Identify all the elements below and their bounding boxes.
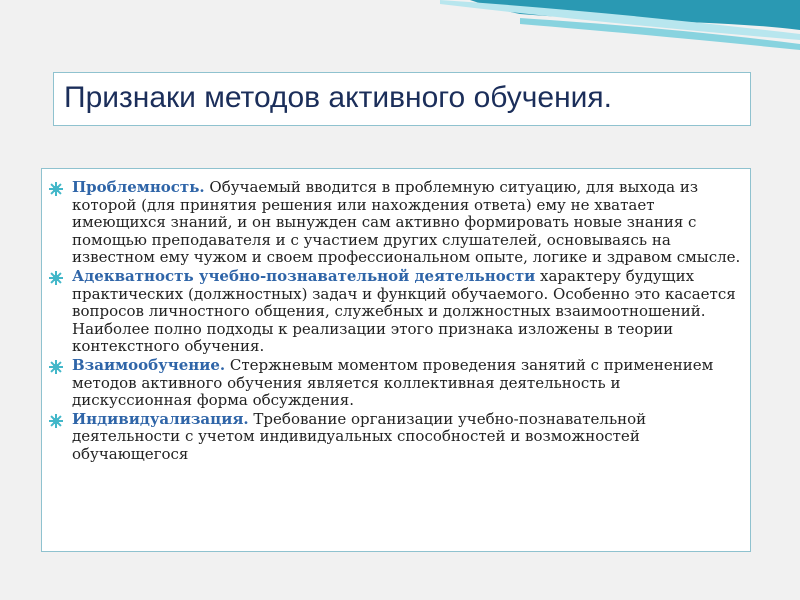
list-item (42, 357, 742, 410)
item-term: Индивидуализация. (72, 409, 249, 428)
list-item (42, 411, 742, 464)
item-term: Адекватность учебно-познавательной деятельности (72, 266, 536, 285)
bullet-icon (49, 271, 63, 285)
slide-title: Признаки методов активного обучения. (64, 81, 612, 114)
list-item (42, 179, 742, 267)
content-box (41, 168, 751, 552)
bullet-icon (49, 360, 63, 374)
item-text: Стержневым моментом проведения занятий с применением методов активного обучения является коллективная деятельность и дискуссионная форма обсуждения. (72, 355, 714, 410)
item-term: Проблемность. (72, 178, 205, 196)
item-text: Требование организации учебно-познавательной деятельности с учетом индивидуальных способностей и возможностей обучающегося (72, 409, 647, 463)
item-text: характеру будущих практических (должностных) задач и функций обучаемого. Особенно это касается вопросов личностного общения, служебных и должностных взаимоотношений. Наиболее полно подходы к реализации этого признака изложены в теории контекстного обучения. (72, 266, 736, 356)
bullet-list (42, 179, 742, 465)
title-box (53, 72, 751, 126)
item-term: Взаимообучение. (72, 355, 226, 374)
list-item (42, 268, 742, 356)
bullet-icon (49, 414, 63, 428)
bullet-icon (49, 182, 63, 196)
item-text: Обучаемый вводится в проблемную ситуацию, для выхода из которой (для принятия решения или нахождения ответа) ему не хватает имеющихся знаний, и он вынужден сам активно формировать новые знания с помощью преподавателя и с участием других слушателей, основываясь на известном ему чужом и своем профессиональном опыте, логике и здравом смысле. (72, 178, 741, 267)
